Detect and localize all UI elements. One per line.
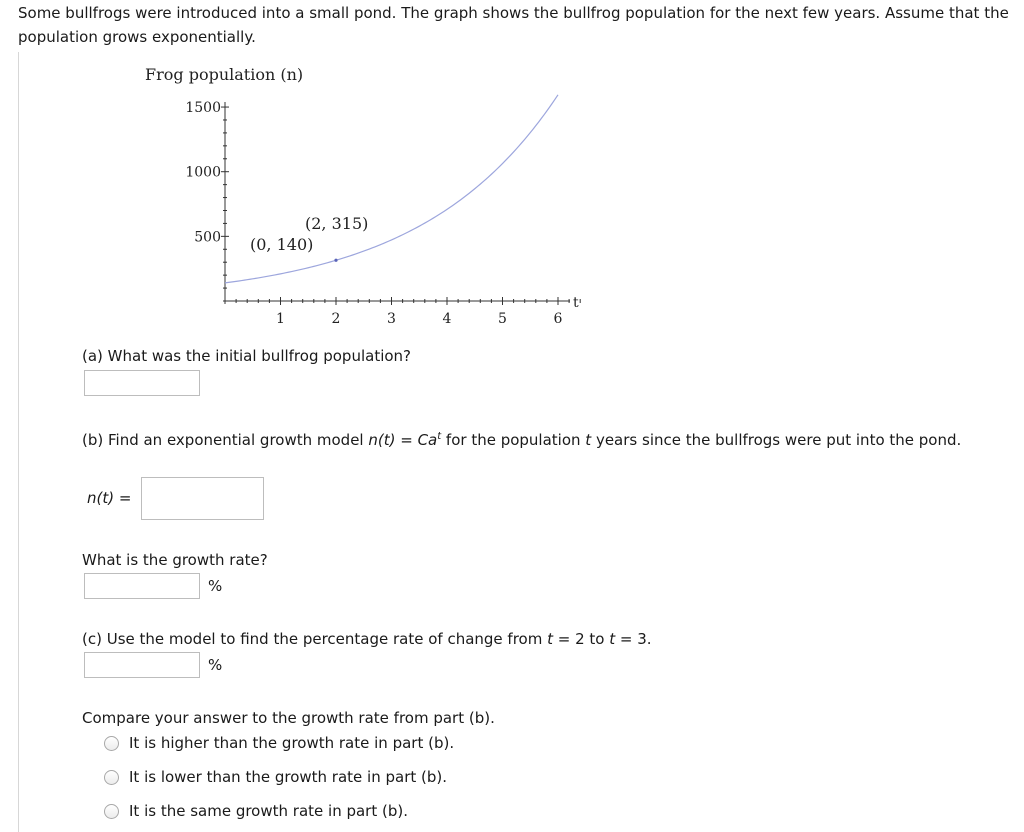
chart-xlabel: t — [573, 295, 579, 311]
population-curve — [225, 95, 558, 283]
part-c-question: (c) Use the model to find the percentage rate of change from t = 2 to t = 3. — [82, 630, 652, 648]
y-tick-label-1500: 1500 — [185, 100, 221, 117]
option-higher[interactable] — [104, 732, 454, 754]
radio-same[interactable] — [104, 804, 119, 819]
y-tick-label-500: 500 — [194, 229, 221, 246]
x-tick-label-3: 3 — [387, 311, 396, 327]
nt-label: n(t) = — [87, 489, 132, 507]
chart-ylabel: Frog population (n) — [145, 65, 304, 84]
x-tick-label-6: 6 — [553, 311, 563, 327]
x-tick-label-5: 5 — [498, 311, 507, 327]
part-a-question: (a) What was the initial bullfrog population? — [82, 347, 412, 365]
growth-model-input[interactable] — [141, 477, 264, 520]
option-same[interactable] — [104, 800, 408, 822]
x-tick-label-4: 4 — [442, 311, 452, 327]
point-label-2-315: (2, 315) — [305, 214, 369, 233]
x-tick-label-1: 1 — [276, 311, 285, 327]
problem-statement: Some bullfrogs were introduced into a small pond. The graph shows the bullfrog population for the next few years. Assume that the population grows exponentially. — [18, 4, 1009, 46]
growth-rate-question: What is the growth rate? — [82, 551, 268, 569]
option-lower[interactable] — [104, 766, 447, 788]
population-chart — [0, 0, 1024, 340]
rate-of-change-unit: % — [208, 656, 223, 674]
growth-rate-unit: % — [208, 577, 223, 595]
part-b-question: (b) Find an exponential growth model $n(t) = Ca^t$ for the population t years since the bullfrogs were put into the pond. — [82, 431, 962, 449]
y-tick-label-1000: 1000 — [185, 164, 221, 181]
radio-lower[interactable] — [104, 770, 119, 785]
option-same-label: It is the same growth rate in part (b). — [129, 802, 408, 820]
option-lower-label: It is lower than the growth rate in part (b). — [129, 768, 448, 786]
option-higher-label: It is higher than the growth rate in part (b). — [129, 734, 455, 752]
compare-question: Compare your answer to the growth rate from part (b). — [82, 709, 495, 727]
point-label-0-140: (0, 140) — [250, 235, 314, 254]
point-2-315 — [334, 259, 337, 262]
rate-of-change-input[interactable] — [84, 652, 200, 678]
x-tick-label-2: 2 — [331, 311, 341, 327]
growth-rate-input[interactable] — [84, 573, 200, 599]
initial-population-input[interactable] — [84, 370, 200, 396]
radio-higher[interactable] — [104, 736, 119, 751]
